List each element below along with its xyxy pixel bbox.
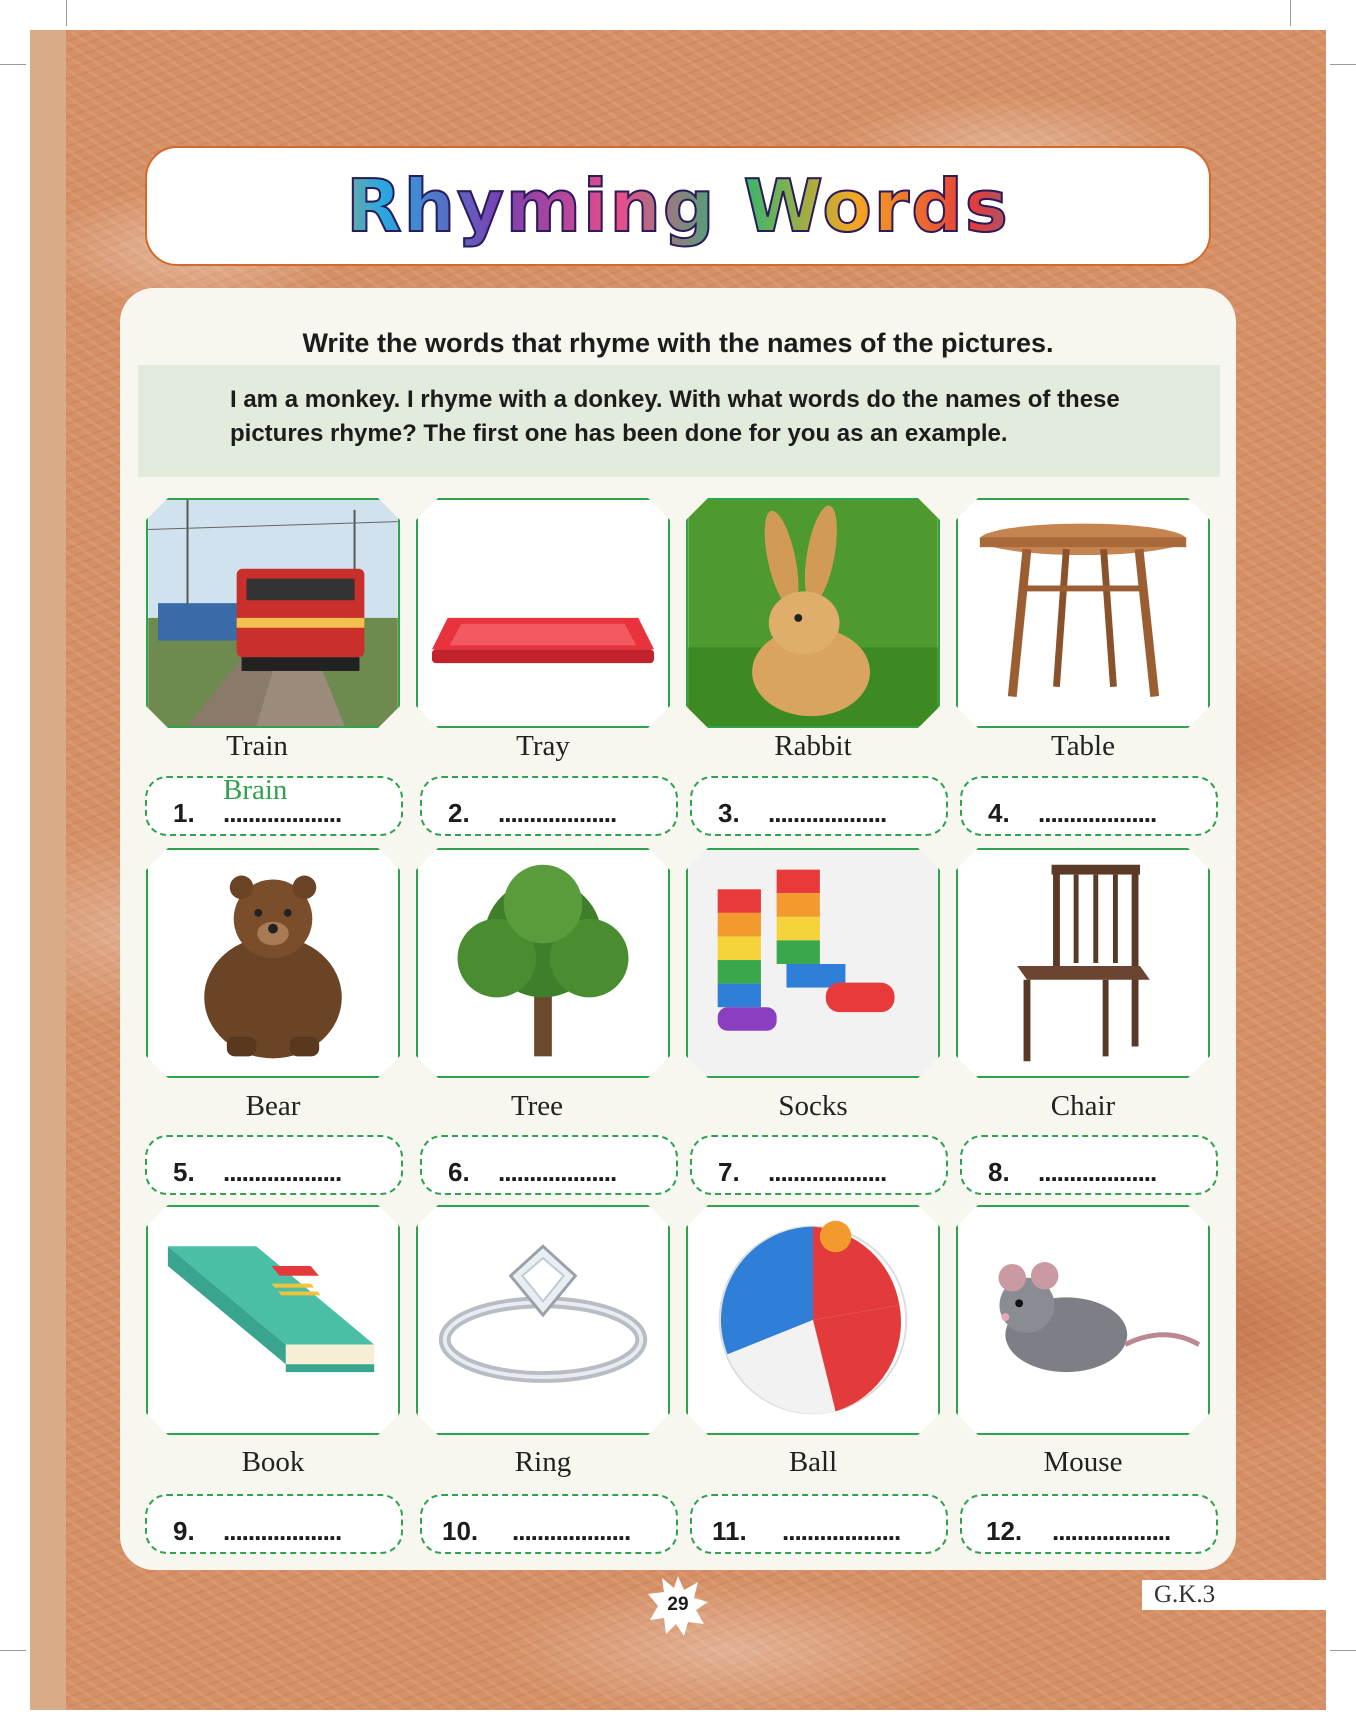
picture-label: Train bbox=[226, 730, 288, 762]
note-text: I am a monkey. I rhyme with a donkey. With what words do the names of these pictures rhyme? The first one has been done for you as an example. bbox=[230, 386, 1120, 447]
answer-number: 11. bbox=[712, 1516, 747, 1546]
answer-number: 1. bbox=[173, 798, 195, 828]
answer-example: Brain bbox=[223, 774, 288, 806]
answer-number: 9. bbox=[173, 1516, 195, 1546]
picture-label: Ring bbox=[514, 1446, 572, 1478]
answer-field[interactable] bbox=[690, 1494, 948, 1554]
page-number-badge bbox=[648, 1576, 708, 1636]
answer-field[interactable] bbox=[420, 1494, 678, 1554]
picture-label: Mouse bbox=[1043, 1446, 1123, 1478]
answer-field[interactable] bbox=[145, 1494, 403, 1554]
crop-mark bbox=[66, 0, 67, 26]
bear-icon bbox=[148, 850, 398, 1076]
answer-number: 12. bbox=[986, 1516, 1023, 1546]
answer-field[interactable] bbox=[145, 776, 403, 836]
answer-blank: ................... bbox=[498, 1157, 617, 1187]
book-code: G.K.3 bbox=[1154, 1581, 1216, 1608]
answer-field[interactable] bbox=[960, 1494, 1218, 1554]
mouse-icon bbox=[958, 1207, 1208, 1433]
answer-blank: ................... bbox=[1038, 798, 1157, 828]
answer-field[interactable] bbox=[690, 776, 948, 836]
answer-blank: ................... bbox=[768, 798, 887, 828]
answer-field[interactable] bbox=[960, 1135, 1218, 1195]
answer-number: 3. bbox=[718, 798, 740, 828]
answer-field[interactable] bbox=[690, 1135, 948, 1195]
answer-number: 8. bbox=[988, 1157, 1010, 1187]
book-icon bbox=[148, 1207, 398, 1433]
answer-blank: ................... bbox=[1038, 1157, 1157, 1187]
picture-card-rabbit bbox=[686, 498, 940, 728]
answer-number: 10. bbox=[442, 1516, 479, 1546]
ball-icon bbox=[688, 1207, 938, 1433]
picture-label: Book bbox=[241, 1446, 305, 1478]
crop-mark bbox=[1330, 64, 1356, 65]
answer-number: 2. bbox=[448, 798, 470, 828]
picture-label: Tree bbox=[510, 1090, 564, 1122]
socks-icon bbox=[688, 850, 938, 1076]
picture-card-chair bbox=[956, 848, 1210, 1078]
rabbit-icon bbox=[688, 500, 938, 726]
picture-label: Tray bbox=[516, 730, 570, 762]
table-icon bbox=[958, 500, 1208, 726]
picture-card-table bbox=[956, 498, 1210, 728]
instruction-text: Write the words that rhyme with the names of the pictures. bbox=[302, 328, 1054, 358]
answer-number: 6. bbox=[448, 1157, 470, 1187]
picture-label: Bear bbox=[245, 1090, 301, 1122]
tray-icon bbox=[418, 500, 668, 726]
answer-number: 7. bbox=[718, 1157, 740, 1187]
answer-blank: ................... bbox=[498, 798, 617, 828]
page-number: 29 bbox=[667, 1594, 689, 1615]
answer-field[interactable] bbox=[420, 1135, 678, 1195]
answer-number: 5. bbox=[173, 1157, 195, 1187]
note-box bbox=[138, 365, 1220, 477]
picture-card-socks bbox=[686, 848, 940, 1078]
picture-label: Rabbit bbox=[774, 730, 852, 762]
crop-mark bbox=[1330, 1650, 1356, 1651]
crop-mark bbox=[1290, 0, 1291, 26]
answer-blank: ................... bbox=[782, 1516, 901, 1546]
ring-icon bbox=[418, 1207, 668, 1433]
answer-field[interactable] bbox=[960, 776, 1218, 836]
picture-card-ball bbox=[686, 1205, 940, 1435]
picture-label: Ball bbox=[788, 1446, 838, 1478]
picture-label: Socks bbox=[778, 1090, 848, 1122]
picture-label: Chair bbox=[1050, 1090, 1116, 1122]
crop-mark bbox=[0, 1650, 26, 1651]
answer-field[interactable] bbox=[145, 1135, 403, 1195]
answer-blank: ................... bbox=[768, 1157, 887, 1187]
crop-mark bbox=[0, 64, 26, 65]
picture-card-tray bbox=[416, 498, 670, 728]
picture-card-book bbox=[146, 1205, 400, 1435]
picture-card-mouse bbox=[956, 1205, 1210, 1435]
picture-card-train bbox=[146, 498, 400, 728]
answer-blank: ................... bbox=[512, 1516, 631, 1546]
picture-label: Table bbox=[1051, 730, 1115, 762]
answer-blank: ................... bbox=[223, 1157, 342, 1187]
answer-blank: ................... bbox=[1052, 1516, 1171, 1546]
title-banner bbox=[145, 146, 1211, 266]
picture-card-ring bbox=[416, 1205, 670, 1435]
page-spine bbox=[30, 30, 66, 1710]
tree-icon bbox=[418, 850, 668, 1076]
book-code-tab bbox=[1142, 1580, 1326, 1610]
answer-blank: ................... bbox=[223, 1516, 342, 1546]
answer-field[interactable] bbox=[420, 776, 678, 836]
answer-blank: ................... bbox=[223, 798, 342, 828]
page-title: Rhyming Words bbox=[147, 166, 1209, 246]
train-icon bbox=[148, 500, 398, 726]
picture-card-tree bbox=[416, 848, 670, 1078]
chair-icon bbox=[958, 850, 1208, 1076]
answer-number: 4. bbox=[988, 798, 1010, 828]
picture-card-bear bbox=[146, 848, 400, 1078]
